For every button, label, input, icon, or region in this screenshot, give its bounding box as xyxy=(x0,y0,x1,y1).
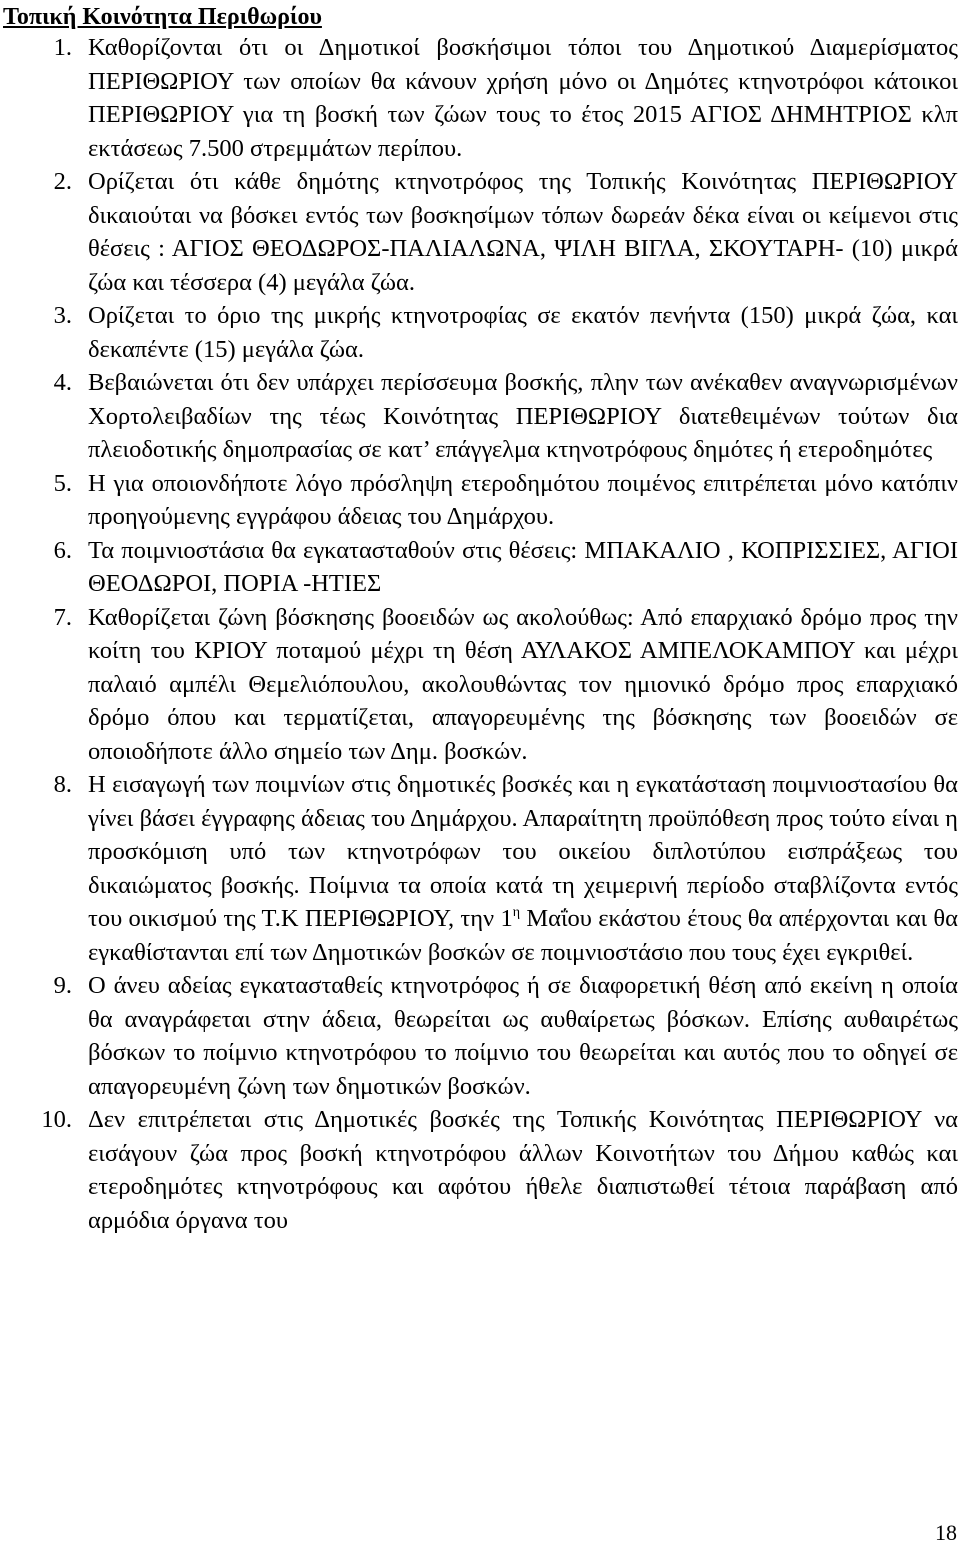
item-number: 1. xyxy=(53,34,72,61)
item-text: Δεν επιτρέπεται στις Δημοτικές βοσκές της Τοπικής Κοινότητας ΠΕΡΙΘΩΡΙΟΥ να εισάγουν ζώα προς βοσκή κτηνοτρόφου άλλων Κοινοτήτων του Δήμου καθώς και ετεροδημότες κτηνοτρόφους και αφότου ήθελε διαπιστωθεί τέτοια παράβαση από αρμόδια όργανα του xyxy=(88,1106,958,1234)
list-item xyxy=(0,31,960,165)
item-text: Ορίζεται το όριο της μικρής κτηνοτροφίας σε εκατόν πενήντα (150) μικρά ζώα, και δεκαπέντε (15) μεγάλα ζώα. xyxy=(88,302,958,363)
item-text: Τα ποιμνιοστάσια θα εγκατασταθούν στις θέσεις: ΜΠΑΚΑΛΙΟ , ΚΟΠΡΙΣΣΙΕΣ, ΑΓΙΟΙ ΘΕΟΔΩΡΟΙ, ΠΟΡΙΑ -ΗΤΙΕΣ xyxy=(88,536,958,597)
item-number: 9. xyxy=(53,972,72,999)
list-item xyxy=(0,534,960,601)
item-text-part: Η εισαγωγή των ποιμνίων στις δημοτικές βοσκές και η εγκατάσταση ποιμνιοστασίου θα γίνει βάσει έγγραφης άδειας του Δημάρχου. Απαραίτητη προϋπόθεση προς τούτο είναι η προσκόμιση υπό των κτηνοτρόφων του οικείου διπλοτύπου εισπράξεως του δικαιώματος βοσκής. Ποίμνια τα οποία κατά τη χειμερινή περίοδο σταβλίζοντα εντός του οικισμού της Τ.Κ ΠΕΡΙΘΩΡΙΟΥ, την 1 xyxy=(88,771,958,932)
list-item xyxy=(0,467,960,534)
item-number: 5. xyxy=(53,469,72,497)
item-number: 2. xyxy=(53,168,72,195)
item-text: Ορίζεται ότι κάθε δημότης κτηνοτρόφος της Τοπικής Κοινότητας ΠΕΡΙΘΩΡΙΟΥ δικαιούται να βόσκει εντός των βοσκησίμων τόπων δωρεάν δέκα είναι οι κείμενοι στις θέσεις : ΑΓΙΟΣ ΘΕΟΔΩΡΟΣ-ΠΑΛΙΑΛΩΝΑ, ΨΙΛΗ ΒΙΓΛΑ, ΣΚΟΥΤΑΡΗ- (10) μικρά ζώα και τέσσερα (4) μεγάλα ζώα. xyxy=(88,168,958,296)
item-number: 7. xyxy=(53,603,72,631)
item-text-part: Μαΐου εκάστου έτους θα απέρχονται και θα εγκαθίστανται επί των Δημοτικών βοσκών σε ποιμνιοστάσιο που τους έχει εγκριθεί. xyxy=(88,905,958,966)
item-text: Βεβαιώνεται ότι δεν υπάρχει περίσσευμα βοσκής, πλην των ανέκαθεν αναγνωρισμένων Χορτολειβαδίων της τέως Κοινότητας ΠΕΡΙΘΩΡΙΟΥ διατεθειμένων τούτων δια πλειοδοτικής δημοπρασίας σε κατ’ επάγγελμα κτηνοτρόφους δημότες ή ετεροδημότες xyxy=(88,369,958,463)
item-text: Η για οποιονδήποτε λόγο πρόσληψη ετεροδημότου ποιμένος επιτρέπεται μόνο κατόπιν προηγούμενης εγγράφου άδειας του Δημάρχου. xyxy=(88,469,958,530)
section-heading: Τοπική Κοινότητα Περιθωρίου xyxy=(3,4,322,30)
superscript: η xyxy=(512,905,521,920)
item-number: 6. xyxy=(53,536,72,564)
item-number: 3. xyxy=(53,302,72,329)
list-item xyxy=(0,601,960,769)
list-item xyxy=(0,768,960,969)
numbered-list xyxy=(0,31,960,1237)
item-number: 10. xyxy=(41,1106,72,1133)
list-item xyxy=(0,1103,960,1237)
item-text xyxy=(88,768,958,969)
item-number: 4. xyxy=(53,369,72,396)
item-text: Καθορίζονται ότι οι Δημοτικοί βοσκήσιμοι τόποι του Δημοτικού Διαμερίσματος ΠΕΡΙΘΩΡΙΟΥ των οποίων θα κάνουν χρήση μόνο οι Δημότες κτηνοτρόφοι κάτοικοι ΠΕΡΙΘΩΡΙΟΥ για τη βοσκή των ζώων τους το έτος 2015 ΑΓΙΟΣ ΔΗΜΗΤΡΙΟΣ κλπ εκτάσεως 7.500 στρεμμάτων περίπου. xyxy=(88,34,958,162)
list-item xyxy=(0,165,960,299)
item-number: 8. xyxy=(53,771,72,798)
item-text: Καθορίζεται ζώνη βόσκησης βοοειδών ως ακολούθως: Από επαρχιακό δρόμο προς την κοίτη του ΚΡΙΟΥ ποταμού μέχρι τη θέση ΑΥΛΑΚΟΣ ΑΜΠΕΛΟΚΑΜΠΟΥ και μέχρι παλαιό αμπέλι Θεμελιόπουλου, ακολουθώντας τον ημιονικό δρόμο προς επαρχιακό δρόμο όπου και τερματίζεται, απαγορευμένης της βόσκησης των βοοειδών σε οποιοδήποτε άλλο σημείο των Δημ. βοσκών. xyxy=(88,603,958,765)
list-item xyxy=(0,969,960,1103)
list-item xyxy=(0,366,960,467)
page-number: 18 xyxy=(935,1520,957,1545)
item-text: Ο άνευ αδείας εγκατασταθείς κτηνοτρόφος ή σε διαφορετική θέση από εκείνη η οποία θα αναγράφεται στην άδεια, θεωρείται ως αυθαίρετως βόσκων. Επίσης αυθαιρέτως βόσκων το ποίμνιο κτηνοτρόφου το ποίμνιο του θεωρείται και αυτός που το οδηγεί σε απαγορευμένη ζώνη των δημοτικών βοσκών. xyxy=(88,972,958,1100)
list-item xyxy=(0,299,960,366)
